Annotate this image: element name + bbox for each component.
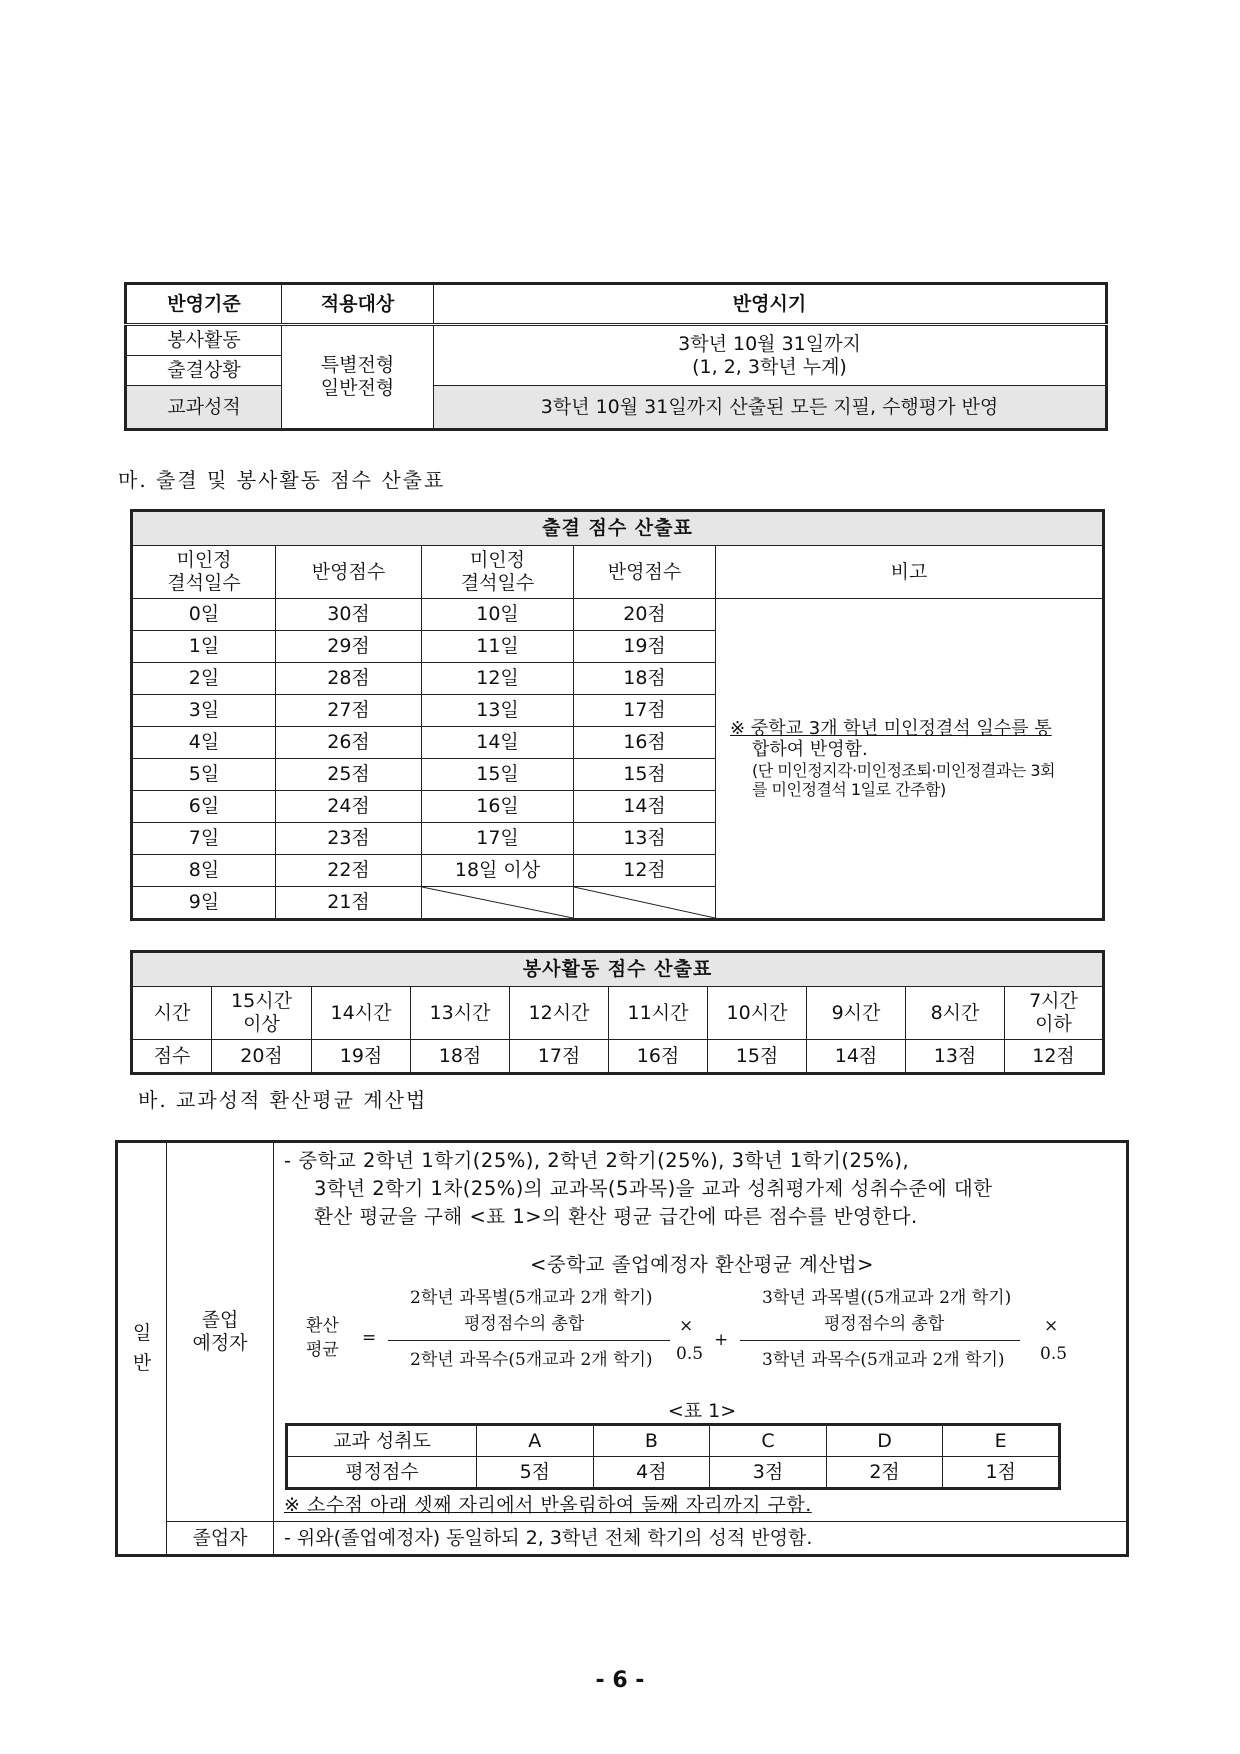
row-label-points: 평정점수	[287, 1457, 477, 1489]
criterion-grades: 교과성적	[126, 386, 282, 430]
formula-numerator-1a: 2학년 과목별(5개교과 2개 학기)	[410, 1288, 653, 1309]
method-paragraph	[284, 1147, 1120, 1231]
level-cell: B	[593, 1425, 710, 1457]
hours-cell: 9시간	[807, 987, 906, 1040]
category-char: 반	[132, 1352, 152, 1375]
formula-lhs-line2: 평균	[306, 1340, 339, 1361]
hours-cell	[1005, 987, 1104, 1040]
hours-line: 이하	[1035, 1013, 1072, 1035]
period-line-2: (1, 2, 3학년 누계)	[692, 355, 847, 378]
formula-times-2: ×	[1044, 1316, 1059, 1337]
col-days-line1: 미인정	[469, 549, 526, 572]
score-cell: 17점	[510, 1040, 609, 1074]
days-cell: 16일	[422, 791, 574, 823]
score-cell: 27점	[276, 695, 422, 727]
score-cell: 12점	[574, 855, 716, 887]
hours-line: 7시간	[1029, 990, 1078, 1013]
criterion-attendance: 출결상황	[126, 356, 282, 386]
level-cell: D	[826, 1425, 943, 1457]
formula-factor-2: 0.5	[1040, 1344, 1068, 1365]
score-cell: 19점	[312, 1040, 411, 1074]
score-cell: 16점	[574, 727, 716, 759]
points-cell: 1점	[943, 1457, 1060, 1489]
label-expected-graduate	[167, 1142, 274, 1522]
hours-cell: 8시간	[906, 987, 1005, 1040]
hours-cell: 14시간	[312, 987, 411, 1040]
points-cell: 4점	[593, 1457, 710, 1489]
formula-caption: <중학교 졸업예정자 환산평균 계산법>	[530, 1253, 874, 1276]
reflection-period-table	[124, 282, 1108, 431]
label-graduate: 졸업자	[167, 1521, 274, 1555]
hours-cell: 11시간	[609, 987, 708, 1040]
points-cell: 2점	[826, 1457, 943, 1489]
header-period: 반영시기	[434, 284, 1107, 325]
graduate-content: - 위와(졸업예정자) 동일하되 2, 3학년 전체 학기의 성적 반영함.	[274, 1521, 1128, 1555]
days-cell: 7일	[132, 823, 276, 855]
score-cell: 20점	[212, 1040, 312, 1074]
days-cell: 8일	[132, 855, 276, 887]
col-note: 비고	[716, 546, 1104, 599]
days-cell: 4일	[132, 727, 276, 759]
formula-denominator-2: 3학년 과목수(5개교과 2개 학기)	[762, 1350, 1005, 1371]
score-cell: 18점	[574, 663, 716, 695]
period-line-1: 3학년 10월 31일까지	[678, 332, 861, 355]
days-cell: 1일	[132, 631, 276, 663]
volunteer-score-table	[130, 950, 1105, 1075]
attendance-note	[716, 599, 1104, 920]
label-line: 예정자	[192, 1331, 248, 1354]
hours-line: 15시간	[231, 990, 292, 1013]
days-cell: 6일	[132, 791, 276, 823]
row-label-achievement: 교과 성취도	[287, 1425, 477, 1457]
formula-plus: +	[714, 1330, 729, 1351]
paragraph-line-3: 환산 평균을 구해 <표 1>의 환산 평균 급간에 따른 점수를 반영한다.	[314, 1205, 918, 1228]
section-heading-ma: 마. 출결 및 봉사활동 점수 산출표	[118, 468, 446, 492]
col-days-line2: 결석일수	[167, 572, 241, 594]
label-line: 졸업	[201, 1309, 239, 1332]
points-cell: 3점	[710, 1457, 827, 1489]
table-caption: <표 1>	[667, 1400, 737, 1423]
points-cell: 5점	[477, 1457, 594, 1489]
category-general	[117, 1142, 167, 1556]
days-cell: 17일	[422, 823, 574, 855]
days-cell: 9일	[132, 887, 276, 920]
col-days-right	[422, 546, 574, 599]
score-cell: 26점	[276, 727, 422, 759]
score-cell: 23점	[276, 823, 422, 855]
days-cell: 10일	[422, 599, 574, 631]
col-days-line1: 미인정	[176, 549, 232, 572]
paragraph-line-2: 3학년 2학기 1차(25%)의 교과목(5과목)을 교과 성취평가제 성취수준에 대한	[314, 1177, 993, 1200]
score-cell: 24점	[276, 791, 422, 823]
hours-cell: 12시간	[510, 987, 609, 1040]
score-cell: 20점	[574, 599, 716, 631]
days-cell: 14일	[422, 727, 574, 759]
score-cell: 13점	[574, 823, 716, 855]
note-line-2: 합하여 반영함.	[752, 739, 868, 761]
days-cell: 2일	[132, 663, 276, 695]
level-cell: E	[943, 1425, 1060, 1457]
score-cell: 14점	[807, 1040, 906, 1074]
header-criterion: 반영기준	[126, 284, 282, 325]
fraction-bar-1	[388, 1340, 670, 1341]
col-days-line2: 결석일수	[460, 572, 535, 594]
period-grades: 3학년 10월 31일까지 산출된 모든 지필, 수행평가 반영	[434, 386, 1107, 430]
days-cell: 3일	[132, 695, 276, 727]
criterion-volunteer: 봉사활동	[126, 325, 282, 356]
empty-diagonal-cell	[574, 887, 716, 920]
score-cell: 17점	[574, 695, 716, 727]
expected-graduate-content	[274, 1142, 1128, 1522]
days-cell: 5일	[132, 759, 276, 791]
days-cell: 18일 이상	[422, 855, 574, 887]
col-score-right: 반영점수	[574, 546, 716, 599]
hours-line: 이상	[243, 1013, 280, 1035]
score-cell: 14점	[574, 791, 716, 823]
score-cell: 15점	[708, 1040, 807, 1074]
volunteer-table-title: 봉사활동 점수 산출표	[132, 952, 1104, 987]
section-heading-ba: 바. 교과성적 환산평균 계산법	[138, 1088, 428, 1112]
level-cell: C	[710, 1425, 827, 1457]
formula-denominator-1: 2학년 과목수(5개교과 2개 학기)	[410, 1350, 653, 1371]
formula-lhs-line1: 환산	[306, 1316, 339, 1337]
days-cell: 11일	[422, 631, 574, 663]
score-cell: 15점	[574, 759, 716, 791]
score-cell: 30점	[276, 599, 422, 631]
score-cell: 28점	[276, 663, 422, 695]
days-cell: 0일	[132, 599, 276, 631]
score-cell: 29점	[276, 631, 422, 663]
rounding-footnote: ※ 소수점 아래 셋째 자리에서 반올림하여 둘째 자리까지 구함.	[284, 1494, 812, 1517]
formula-times-1: ×	[679, 1316, 694, 1337]
score-cell: 25점	[276, 759, 422, 791]
hours-cell: 10시간	[708, 987, 807, 1040]
score-cell: 18점	[411, 1040, 510, 1074]
target-general: 일반전형	[320, 377, 395, 399]
diagonal-line-icon	[574, 887, 715, 918]
achievement-score-table	[285, 1423, 1061, 1490]
formula-numerator-2a: 3학년 과목별((5개교과 2개 학기)	[762, 1288, 1012, 1309]
category-char: 일	[132, 1321, 152, 1344]
level-cell: A	[477, 1425, 594, 1457]
header-target: 적용대상	[282, 284, 434, 325]
row-label-score: 점수	[132, 1040, 212, 1074]
formula-factor-1: 0.5	[676, 1344, 704, 1365]
page-number: - 6 -	[595, 1668, 645, 1693]
empty-diagonal-cell	[422, 887, 574, 920]
col-days-left	[132, 546, 276, 599]
hours-cell	[212, 987, 312, 1040]
hours-cell: 13시간	[411, 987, 510, 1040]
formula-numerator-2b: 평정점수의 총합	[824, 1314, 945, 1335]
attendance-score-table	[130, 509, 1105, 921]
score-cell: 21점	[276, 887, 422, 920]
score-cell: 16점	[609, 1040, 708, 1074]
target-cell	[282, 325, 434, 430]
days-cell: 15일	[422, 759, 574, 791]
days-cell: 13일	[422, 695, 574, 727]
formula-equals: =	[362, 1328, 377, 1349]
grade-conversion-table	[115, 1140, 1129, 1557]
target-special: 특별전형	[320, 354, 395, 377]
note-line-3: (단 미인정지각·미인정조퇴·미인정결과는 3회	[752, 760, 1055, 780]
attendance-table-title: 출결 점수 산출표	[132, 511, 1104, 546]
formula-numerator-1b: 평정점수의 총합	[464, 1314, 585, 1335]
col-score-left: 반영점수	[276, 546, 422, 599]
paragraph-line-1: - 중학교 2학년 1학기(25%), 2학년 2학기(25%), 3학년 1학기(25%),	[284, 1149, 910, 1172]
fraction-bar-2	[740, 1340, 1020, 1341]
score-cell: 19점	[574, 631, 716, 663]
note-line-1: ※ 중학교 3개 학년 미인정결석 일수를 통	[730, 717, 1052, 739]
period-attendance-volunteer	[434, 325, 1107, 386]
days-cell: 12일	[422, 663, 574, 695]
note-line-4: 를 미인정결석 1일로 간주함)	[752, 780, 946, 800]
average-formula	[284, 1286, 1120, 1394]
score-cell: 12점	[1005, 1040, 1104, 1074]
score-cell: 22점	[276, 855, 422, 887]
score-cell: 13점	[906, 1040, 1005, 1074]
diagonal-line-icon	[422, 887, 573, 918]
row-label-hours: 시간	[132, 987, 212, 1040]
